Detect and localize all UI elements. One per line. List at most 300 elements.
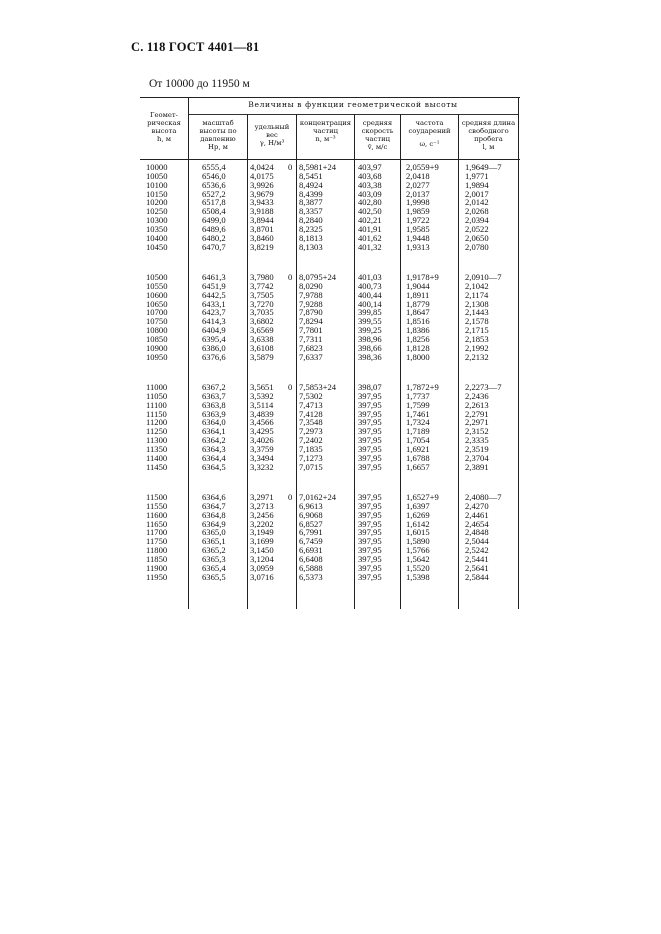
cell-Hp: 6364,7 [202, 500, 226, 511]
cell-omega: 1,8779 [406, 298, 430, 309]
cell-gx: 0 [288, 272, 293, 282]
cell-Hp: 6363,9 [202, 408, 226, 419]
cell-h: 11700 [146, 527, 168, 538]
table-row [140, 564, 520, 573]
cell-h: 10950 [146, 351, 168, 362]
cell-h: 10600 [146, 289, 168, 300]
cell-v: 397,95 [358, 417, 382, 428]
header-line: высота [151, 127, 177, 135]
cell-v: 401,91 [358, 223, 382, 234]
col-header-gamma [248, 123, 296, 147]
cell-Hp: 6364,3 [202, 443, 226, 454]
cell-Hp: 6414,3 [202, 316, 226, 327]
cell-v: 397,95 [358, 426, 382, 437]
cell-Hp: 6517,8 [202, 197, 226, 208]
cell-l: 2,0650 [465, 232, 489, 243]
cell-l: 2,2791 [465, 408, 489, 419]
cell-omega: 1,6397 [406, 500, 430, 511]
cell-n: 7,5853+24 [299, 382, 337, 392]
cell-l: 2,5044 [465, 536, 489, 547]
header-line: h, м [157, 135, 171, 143]
cell-l: 2,4080—7 [465, 492, 502, 502]
cell-n: 7,7311 [299, 333, 323, 344]
table-row [140, 520, 520, 529]
cell-Hp: 6364,4 [202, 452, 226, 463]
cell-h: 11450 [146, 461, 168, 472]
cell-h: 10450 [146, 241, 168, 252]
cell-omega: 1,7599 [406, 399, 430, 410]
cell-omega: 1,9585 [406, 223, 430, 234]
cell-Hp: 6480,2 [202, 232, 226, 243]
cell-n: 7,5302 [299, 390, 323, 401]
cell-v: 397,95 [358, 408, 382, 419]
table-row [140, 216, 520, 225]
cell-h: 10500 [146, 272, 168, 282]
table-row [140, 454, 520, 463]
cell-n: 8,3877 [299, 197, 323, 208]
cell-n: 7,1835 [299, 443, 323, 454]
cell-h: 11500 [146, 492, 168, 502]
cell-n: 7,8790 [299, 307, 323, 318]
cell-n: 6,5373 [299, 571, 323, 582]
cell-l: 2,0522 [465, 223, 489, 234]
cell-v: 399,55 [358, 316, 382, 327]
cell-omega: 2,0559+9 [406, 162, 439, 172]
cell-gamma: 3,2713 [250, 500, 274, 511]
cell-gamma: 3,6569 [250, 325, 274, 336]
cell-Hp: 6508,4 [202, 206, 226, 217]
cell-l: 2,0017 [465, 188, 489, 199]
table-row [140, 573, 520, 582]
cell-v: 402,21 [358, 215, 382, 226]
cell-gamma: 3,2456 [250, 509, 274, 520]
cell-l: 2,1042 [465, 280, 489, 291]
cell-v: 397,95 [358, 500, 382, 511]
group-header: Величины в функции геометрической высоты [248, 100, 458, 109]
cell-omega: 1,9448 [406, 232, 430, 243]
cell-h: 10000 [146, 162, 168, 172]
cell-gamma: 3,2971 [250, 492, 274, 502]
table-row [140, 511, 520, 520]
cell-gamma: 3,1450 [250, 545, 274, 556]
table-row [140, 198, 520, 207]
cell-Hp: 6365,5 [202, 571, 226, 582]
cell-omega: 1,7737 [406, 390, 430, 401]
cell-l: 2,2132 [465, 351, 489, 362]
cell-omega: 1,6015 [406, 527, 430, 538]
cell-gx: 0 [288, 492, 293, 502]
cell-gamma: 3,4026 [250, 435, 274, 446]
table-row [140, 273, 520, 282]
header-line: скорость [361, 127, 394, 135]
cell-gamma: 3,5392 [250, 390, 274, 401]
cell-Hp: 6489,6 [202, 223, 226, 234]
header-line: удельный [254, 123, 290, 131]
table-row [140, 463, 520, 472]
table-row [140, 172, 520, 181]
cell-v: 403,09 [358, 188, 382, 199]
cell-h: 10400 [146, 232, 168, 243]
cell-Hp: 6461,3 [202, 272, 226, 282]
cell-gamma: 3,1949 [250, 527, 274, 538]
cell-omega: 1,6269 [406, 509, 430, 520]
table-row [140, 335, 520, 344]
cell-l: 1,9894 [465, 179, 489, 190]
cell-l: 2,5242 [465, 545, 489, 556]
cell-n: 8,5451 [299, 170, 323, 181]
table-row [140, 537, 520, 546]
cell-l: 2,4270 [465, 500, 489, 511]
table-row [140, 410, 520, 419]
cell-l: 2,0268 [465, 206, 489, 217]
cell-n: 6,8527 [299, 518, 323, 529]
cell-l: 2,3335 [465, 435, 489, 446]
cell-h: 11800 [146, 545, 168, 556]
cell-l: 2,0780 [465, 241, 489, 252]
cell-gamma: 3,7505 [250, 289, 274, 300]
header-line: средняя длина [461, 119, 516, 127]
cell-gamma: 3,7980 [250, 272, 274, 282]
cell-l: 2,1308 [465, 298, 489, 309]
cell-v: 397,95 [358, 443, 382, 454]
col-header-h [140, 111, 188, 143]
cell-v: 397,95 [358, 509, 382, 520]
cell-h: 11000 [146, 382, 168, 392]
table-row [140, 308, 520, 317]
cell-gamma: 3,4566 [250, 417, 274, 428]
cell-n: 8,3357 [299, 206, 323, 217]
table-row [140, 445, 520, 454]
col-header-n [297, 119, 354, 143]
cell-v: 397,95 [358, 492, 382, 502]
cell-l: 2,1992 [465, 342, 489, 353]
header-line: Геомет- [150, 111, 178, 119]
table-row [140, 190, 520, 199]
table-row [140, 383, 520, 392]
cell-v: 398,96 [358, 333, 382, 344]
cell-gamma: 3,9926 [250, 179, 274, 190]
table-row [140, 300, 520, 309]
cell-h: 10900 [146, 342, 168, 353]
cell-gx: 0 [288, 382, 293, 392]
cell-omega: 1,8516 [406, 316, 430, 327]
cell-h: 10800 [146, 325, 168, 336]
cell-gamma: 3,4839 [250, 408, 274, 419]
cell-l: 1,9649—7 [465, 162, 502, 172]
cell-omega: 1,9178+9 [406, 272, 439, 282]
cell-omega: 1,9722 [406, 215, 430, 226]
cell-n: 6,5888 [299, 562, 323, 573]
header-line: пробега [474, 135, 503, 143]
cell-gamma: 3,4295 [250, 426, 274, 437]
cell-Hp: 6451,9 [202, 280, 226, 291]
cell-h: 11600 [146, 509, 168, 520]
cell-Hp: 6376,6 [202, 351, 226, 362]
cell-h: 10300 [146, 215, 168, 226]
cell-gamma: 4,0424 [250, 162, 274, 172]
cell-l: 2,3152 [465, 426, 489, 437]
cell-n: 8,1303 [299, 241, 323, 252]
cell-h: 10750 [146, 316, 168, 327]
cell-v: 401,03 [358, 272, 382, 282]
cell-l: 2,5441 [465, 553, 489, 564]
cell-n: 8,0290 [299, 280, 323, 291]
cell-omega: 2,0418 [406, 170, 430, 181]
cell-Hp: 6365,4 [202, 562, 226, 573]
cell-Hp: 6363,8 [202, 399, 226, 410]
cell-omega: 1,5520 [406, 562, 430, 573]
cell-gamma: 3,0959 [250, 562, 274, 573]
cell-h: 11250 [146, 426, 168, 437]
cell-omega: 2,0277 [406, 179, 430, 190]
cell-Hp: 6442,5 [202, 289, 226, 300]
table-row [140, 234, 520, 243]
header-line: давлению [200, 135, 236, 143]
cell-v: 397,95 [358, 536, 382, 547]
cell-gamma: 3,9433 [250, 197, 274, 208]
table-row [140, 317, 520, 326]
header-line: рическая [147, 119, 181, 127]
cell-h: 11950 [146, 571, 168, 582]
cell-omega: 1,5642 [406, 553, 430, 564]
cell-omega: 1,7324 [406, 417, 430, 428]
cell-n: 8,5981+24 [299, 162, 337, 172]
cell-h: 10850 [146, 333, 168, 344]
cell-omega: 1,8000 [406, 351, 430, 362]
header-line: средняя [362, 119, 393, 127]
cell-h: 10050 [146, 170, 168, 181]
cell-n: 7,0715 [299, 461, 323, 472]
cell-gamma: 3,2202 [250, 518, 274, 529]
cell-Hp: 6367,2 [202, 382, 226, 392]
header-line: γ, Н/м³ [259, 139, 285, 147]
cell-omega: 1,8647 [406, 307, 430, 318]
cell-l: 1,9771 [465, 170, 489, 181]
table-row [140, 181, 520, 190]
cell-h: 11900 [146, 562, 168, 573]
cell-omega: 1,9998 [406, 197, 430, 208]
cell-l: 2,4848 [465, 527, 489, 538]
cell-gamma: 3,8460 [250, 232, 274, 243]
cell-Hp: 6527,2 [202, 188, 226, 199]
cell-n: 7,4128 [299, 408, 323, 419]
table-row [140, 502, 520, 511]
cell-v: 397,95 [358, 399, 382, 410]
cell-omega: 2,0137 [406, 188, 430, 199]
cell-Hp: 6365,0 [202, 527, 226, 538]
cell-Hp: 6365,1 [202, 536, 226, 547]
cell-h: 11650 [146, 518, 168, 529]
cell-omega: 1,6788 [406, 452, 430, 463]
cell-n: 6,7459 [299, 536, 323, 547]
cell-h: 11400 [146, 452, 168, 463]
cell-Hp: 6423,7 [202, 307, 226, 318]
cell-v: 400,73 [358, 280, 382, 291]
cell-omega: 1,7872+9 [406, 382, 439, 392]
table-row [140, 555, 520, 564]
cell-omega: 1,7461 [406, 408, 430, 419]
cell-omega: 1,8256 [406, 333, 430, 344]
table-row [140, 353, 520, 362]
cell-v: 402,80 [358, 197, 382, 208]
cell-Hp: 6364,1 [202, 426, 226, 437]
header-line: n, м⁻³ [315, 135, 336, 143]
cell-omega: 1,5766 [406, 545, 430, 556]
header-line: частота [415, 119, 444, 127]
cell-omega: 1,7189 [406, 426, 430, 437]
cell-gamma: 3,8219 [250, 241, 274, 252]
cell-l: 2,1715 [465, 325, 489, 336]
table-row [140, 326, 520, 335]
cell-v: 397,95 [358, 452, 382, 463]
cell-omega: 1,8128 [406, 342, 430, 353]
cell-h: 11750 [146, 536, 168, 547]
cell-l: 2,0394 [465, 215, 489, 226]
cell-Hp: 6470,7 [202, 241, 226, 252]
cell-Hp: 6364,5 [202, 461, 226, 472]
cell-l: 2,0910—7 [465, 272, 502, 282]
table-row [140, 436, 520, 445]
col-header-v [355, 119, 400, 151]
col-header-omega [401, 119, 458, 148]
col-header-hp [189, 119, 247, 151]
header-line: вес [266, 131, 278, 139]
table-row [140, 225, 520, 234]
cell-omega: 1,5398 [406, 571, 430, 582]
cell-omega: 1,7054 [406, 435, 430, 446]
cell-h: 11050 [146, 390, 168, 401]
cell-gamma: 3,1204 [250, 553, 274, 564]
cell-v: 403,68 [358, 170, 382, 181]
cell-h: 11150 [146, 408, 167, 419]
cell-h: 11100 [146, 399, 167, 410]
cell-omega: 1,5890 [406, 536, 430, 547]
cell-n: 7,9788 [299, 289, 323, 300]
table-top-rule [140, 97, 520, 98]
cell-h: 10700 [146, 307, 168, 318]
cell-gamma: 3,6802 [250, 316, 274, 327]
cell-n: 7,4713 [299, 399, 323, 410]
cell-omega: 1,9313 [406, 241, 430, 252]
cell-v: 397,95 [358, 435, 382, 446]
cell-h: 10650 [146, 298, 168, 309]
cell-n: 7,2973 [299, 426, 323, 437]
cell-Hp: 6364,8 [202, 509, 226, 520]
cell-v: 397,95 [358, 545, 382, 556]
header-line: ω, с⁻¹ [419, 140, 440, 148]
cell-gamma: 3,1699 [250, 536, 274, 547]
cell-l: 2,4654 [465, 518, 489, 529]
cell-n: 8,4399 [299, 188, 323, 199]
cell-l: 2,2436 [465, 390, 489, 401]
cell-v: 399,25 [358, 325, 382, 336]
header-line: частиц [312, 127, 338, 135]
cell-gamma: 4,0175 [250, 170, 274, 181]
header-line: соударений [408, 127, 451, 135]
cell-gamma: 3,6338 [250, 333, 274, 344]
cell-n: 8,2840 [299, 215, 323, 226]
cell-Hp: 6365,2 [202, 545, 226, 556]
cell-v: 398,36 [358, 351, 382, 362]
cell-v: 403,97 [358, 162, 382, 172]
cell-gamma: 3,8701 [250, 223, 274, 234]
cell-omega: 1,9044 [406, 280, 430, 291]
table-row [140, 418, 520, 427]
cell-gamma: 3,5879 [250, 351, 274, 362]
cell-l: 2,1443 [465, 307, 489, 318]
cell-Hp: 6386,0 [202, 342, 226, 353]
header-line: масштаб [202, 119, 234, 127]
table-row [140, 282, 520, 291]
cell-v: 397,95 [358, 527, 382, 538]
cell-h: 10100 [146, 179, 168, 190]
cell-Hp: 6536,6 [202, 179, 226, 190]
cell-n: 7,7801 [299, 325, 323, 336]
cell-Hp: 6404,9 [202, 325, 226, 336]
header-line: свободного [468, 127, 509, 135]
cell-h: 11550 [146, 500, 168, 511]
cell-l: 2,3519 [465, 443, 489, 454]
cell-n: 7,3548 [299, 417, 323, 428]
cell-h: 10250 [146, 206, 168, 217]
cell-n: 7,0162+24 [299, 492, 337, 502]
cell-gamma: 3,3759 [250, 443, 274, 454]
header-line: концентрация [299, 119, 352, 127]
cell-omega: 1,6657 [406, 461, 430, 472]
cell-l: 2,0142 [465, 197, 489, 208]
cell-n: 6,9068 [299, 509, 323, 520]
cell-l: 2,2273—7 [465, 382, 502, 392]
cell-l: 2,5844 [465, 571, 489, 582]
cell-v: 400,44 [358, 289, 382, 300]
cell-v: 397,95 [358, 390, 382, 401]
cell-gamma: 3,9188 [250, 206, 274, 217]
table-row [140, 546, 520, 555]
cell-h: 11300 [146, 435, 168, 446]
cell-gamma: 3,8944 [250, 215, 274, 226]
cell-gx: 0 [288, 162, 293, 172]
cell-n: 7,6823 [299, 342, 323, 353]
cell-n: 8,0795+24 [299, 272, 337, 282]
cell-Hp: 6555,4 [202, 162, 226, 172]
cell-n: 7,9288 [299, 298, 323, 309]
page-header: С. 118 ГОСТ 4401—81 [131, 40, 260, 54]
cell-gamma: 3,9679 [250, 188, 274, 199]
table-row [140, 528, 520, 537]
cell-Hp: 6395,4 [202, 333, 226, 344]
cell-omega: 1,9859 [406, 206, 430, 217]
cell-n: 7,2402 [299, 435, 323, 446]
cell-n: 8,1813 [299, 232, 323, 243]
cell-n: 6,9613 [299, 500, 323, 511]
cell-v: 401,62 [358, 232, 382, 243]
cell-Hp: 6499,0 [202, 215, 226, 226]
cell-n: 8,2325 [299, 223, 323, 234]
cell-omega: 1,6142 [406, 518, 430, 529]
header-line: высоты по [199, 127, 237, 135]
header-bottom-rule [140, 159, 520, 160]
cell-omega: 1,8911 [406, 289, 430, 300]
cell-Hp: 6364,0 [202, 417, 226, 428]
cell-l: 2,2971 [465, 417, 489, 428]
cell-l: 2,4461 [465, 509, 489, 520]
cell-v: 398,07 [358, 382, 382, 392]
cell-l: 2,3891 [465, 461, 489, 472]
header-line: l, м [482, 143, 495, 151]
range-title: От 10000 до 11950 м [149, 78, 250, 90]
cell-n: 8,4924 [299, 179, 323, 190]
cell-l: 2,2613 [465, 399, 489, 410]
